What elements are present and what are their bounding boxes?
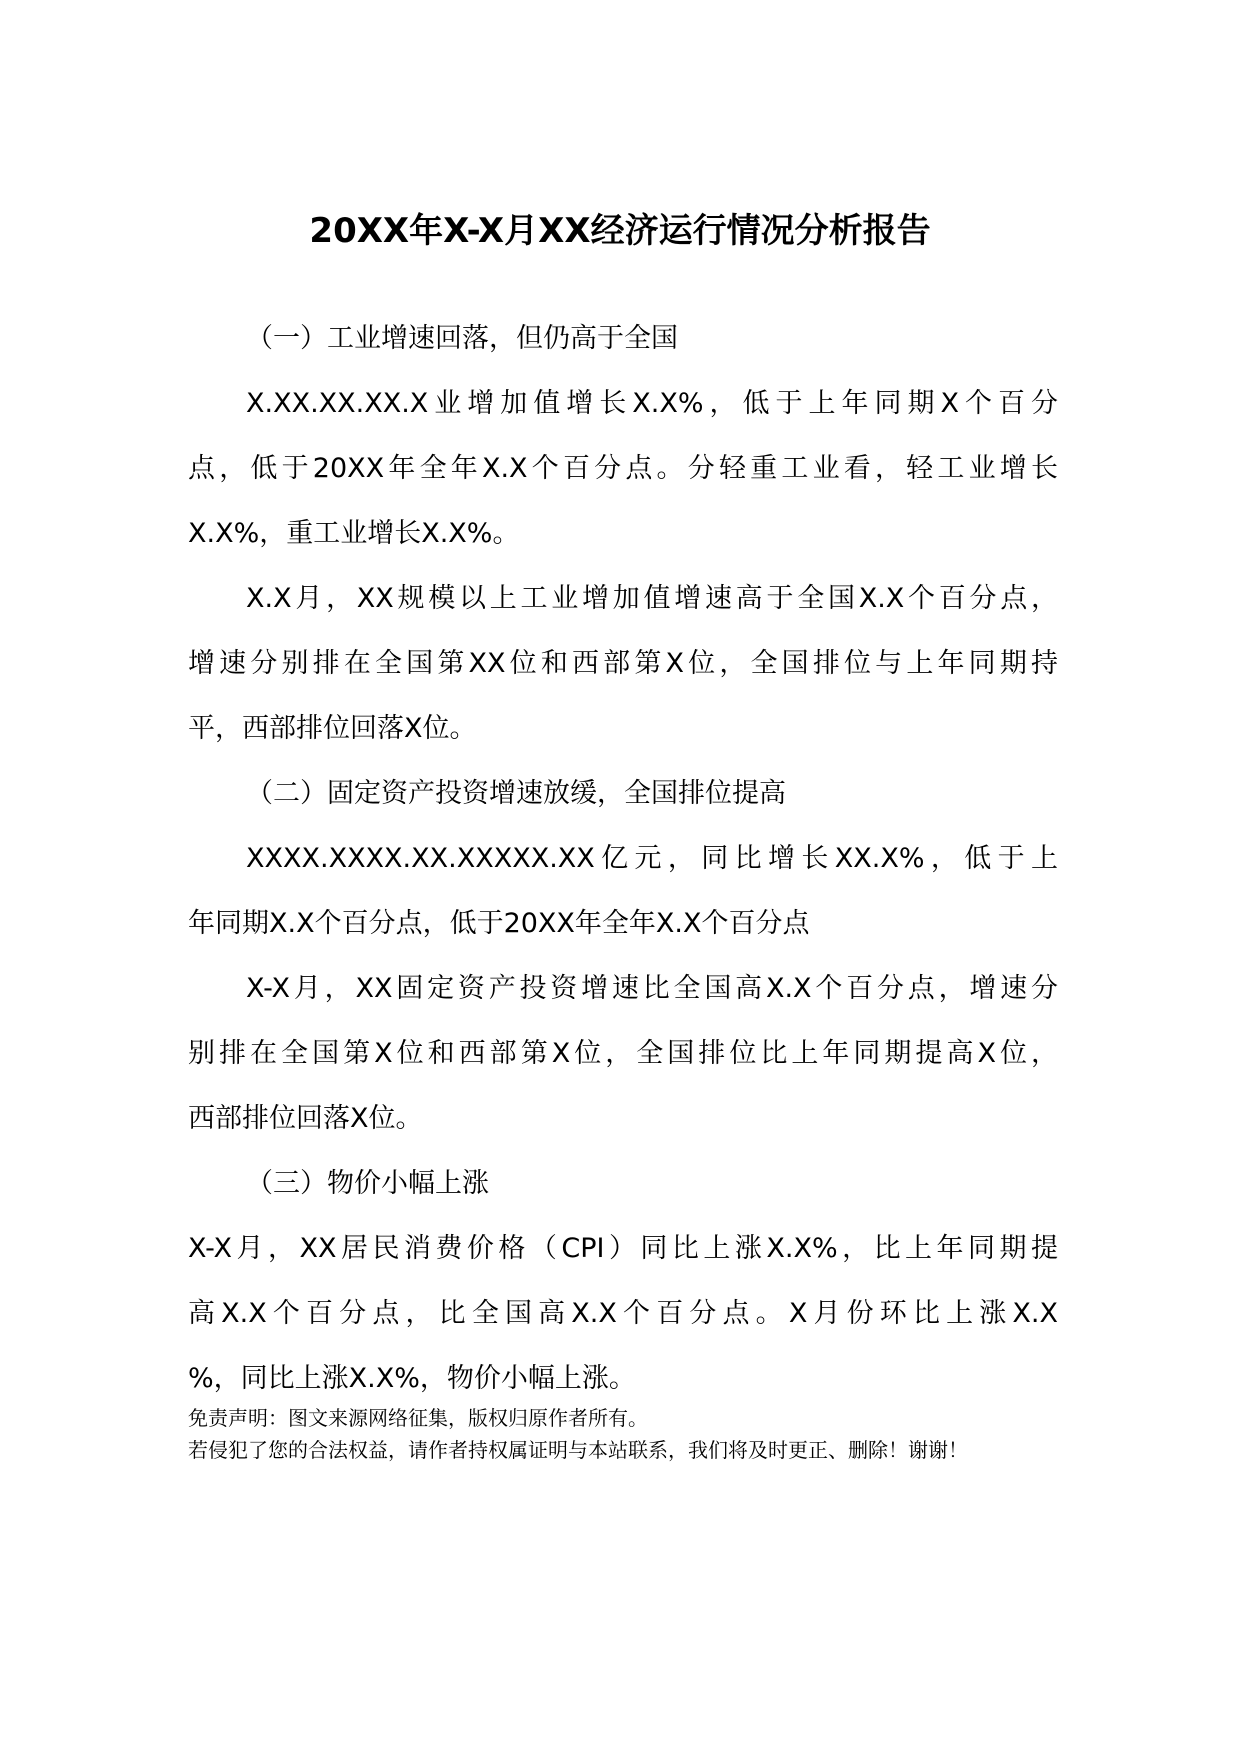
paragraph-line: X-X月，XX固定资产投资增速比全国高X.X个百分点，增速分 [246, 973, 1058, 1004]
disclaimer-line: 免责声明：图文来源网络征集，版权归原作者所有。 [188, 1406, 648, 1430]
paragraph-line: 高X.X个百分点，比全国高X.X个百分点。X月份环比上涨X.X [188, 1298, 1058, 1329]
paragraph-line: %，同比上涨X.X%，物价小幅上涨。 [188, 1363, 636, 1394]
section-heading-prices: （三）物价小幅上涨 [246, 1168, 489, 1199]
paragraph-line: 平，西部排位回落X位。 [188, 713, 477, 744]
paragraph-line: 年同期X.X个百分点，低于20XX年全年X.X个百分点 [188, 908, 810, 939]
paragraph-line: XXXX.XXXX.XX.XXXXX.XX亿元，同比增长XX.X%，低于上 [246, 843, 1058, 874]
paragraph-line: 点，低于20XX年全年X.X个百分点。分轻重工业看，轻工业增长 [188, 453, 1058, 484]
paragraph-line: X.X%，重工业增长X.X%。 [188, 518, 520, 549]
paragraph-line: 别排在全国第X位和西部第X位，全国排位比上年同期提高X位， [188, 1038, 1058, 1069]
paragraph-line: 增速分别排在全国第XX位和西部第X位，全国排位与上年同期持 [188, 648, 1058, 679]
section-heading-investment: （二）固定资产投资增速放缓，全国排位提高 [246, 778, 786, 809]
paragraph-line: X-X月，XX居民消费价格（CPI）同比上涨X.X%，比上年同期提 [188, 1233, 1058, 1264]
paragraph-line: X.X月，XX规模以上工业增加值增速高于全国X.X个百分点， [246, 583, 1058, 614]
paragraph-line: X.XX.XX.XX.X业增加值增长X.X%，低于上年同期X个百分 [246, 388, 1058, 419]
paragraph-line: 西部排位回落X位。 [188, 1103, 423, 1134]
document-body [188, 306, 1058, 1411]
disclaimer-line: 若侵犯了您的合法权益，请作者持权属证明与本站联系，我们将及时更正、删除！谢谢！ [188, 1438, 968, 1462]
document-title: 20XX年X-X月XX经济运行情况分析报告 [309, 211, 931, 251]
disclaimer [188, 1402, 1088, 1466]
section-heading-industry: （一）工业增速回落，但仍高于全国 [246, 323, 678, 354]
